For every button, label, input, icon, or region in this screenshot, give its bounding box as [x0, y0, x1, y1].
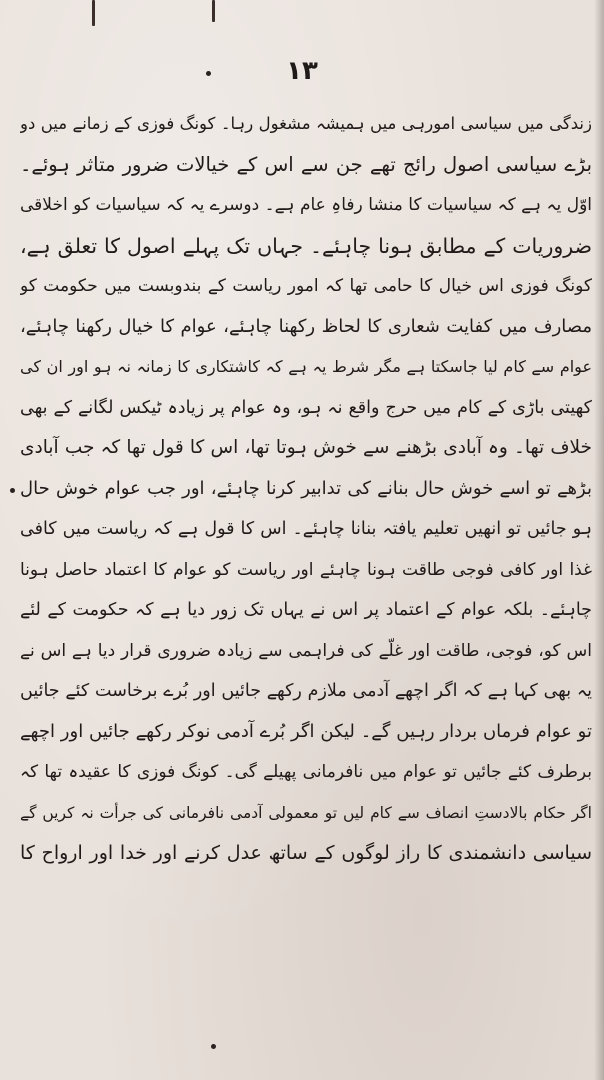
text-line: اوّل یہ ہے کہ سیاسیات کا منشا رفاہِ عام ہے۔ دوسرے یہ کہ سیاسیات کو اخلاقی — [20, 195, 592, 215]
ink-speck — [211, 1044, 216, 1049]
ink-mark — [92, 0, 95, 26]
text-line: کھیتی باڑی کے کام میں حرج واقع نہ ہو، وہ عوام پر زیادہ ٹیکس لگانے کے بھی — [20, 397, 592, 418]
text-line: کونگ فوزی اس خیال کا حامی تھا کہ امور ریاست کے بندوبست میں حکومت کو — [20, 276, 592, 296]
ink-speck — [10, 488, 15, 493]
text-line: یہ بھی کہا ہے کہ اگر اچھے آدمی ملازم رکھے جائیں اور بُرے برخاست کئے جائیں — [20, 681, 592, 701]
text-line: سیاسی دانشمندی کا راز لوگوں کے ساتھ عدل کرنے اور خدا اور ارواح کا — [20, 842, 592, 864]
text-line: بڑھے تو اسے خوش حال بنانے کی تدابیر کرنا چاہئے، اور جب عوام خوش حال — [20, 477, 592, 499]
text-line: اگر حکام بالادستِ انصاف سے کام لیں تو معمولی آدمی نافرمانی کی جرأت نہ کریں گے — [20, 803, 592, 822]
page-number: ۱۳ — [286, 56, 318, 86]
text-line: زندگی میں سیاسی امورہی میں ہمیشہ مشغول رہا۔ کونگ فوزی کے زمانے میں دو — [20, 114, 592, 133]
page-edge-shadow — [594, 0, 604, 1080]
text-line: عوام سے کام لیا جاسکتا ہے مگر شرط یہ ہے کہ کاشتکاری کا زمانہ نہ ہو اور ان کی — [20, 357, 592, 376]
text-line: اس کو، فوجی، طاقت اور غلّے کی فراہمی سے زیادہ ضروری قرار دیا ہے اس نے — [20, 640, 592, 661]
text-line: بڑے سیاسی اصول رائج تھے جن سے اس کے خیالات ضرور متاثر ہوئے۔ — [20, 152, 592, 176]
ink-mark — [212, 0, 215, 22]
text-line: غذا اور کافی فوجی طاقت ہونا چاہئے اور ریاست کو عوام کا اعتماد حاصل ہونا — [20, 559, 592, 580]
text-line: خلاف تھا۔ وہ آبادی بڑھنے سے خوش ہوتا تھا، اس کا قول تھا کہ جب آبادی — [20, 437, 592, 458]
text-line: چاہئے۔ بلکہ عوام کے اعتماد پر اس نے یہاں تک زور دیا ہے کہ حکومت کے لئے — [20, 600, 592, 620]
body-text — [20, 104, 592, 874]
text-line: برطرف کئے جائیں تو عوام میں نافرمانی پھیلے گی۔ کونگ فوزی کا عقیدہ تھا کہ — [20, 762, 592, 782]
text-line: ہو جائیں تو انھیں تعلیم یافتہ بنانا چاہئے۔ اس کا قول ہے کہ ریاست میں کافی — [20, 519, 592, 539]
text-line: مصارف میں کفایت شعاری کا لحاظ رکھنا چاہئے، عوام کا خیال رکھنا چاہئے، — [20, 315, 592, 337]
text-line: تو عوام فرماں بردار رہیں گے۔ لیکن اگر بُرے آدمی نوکر رکھے جائیں اور اچھے — [20, 720, 592, 742]
text-line: ضروریات کے مطابق ہونا چاہئے۔ جہاں تک پہلے اصول کا تعلق ہے، — [20, 233, 592, 258]
